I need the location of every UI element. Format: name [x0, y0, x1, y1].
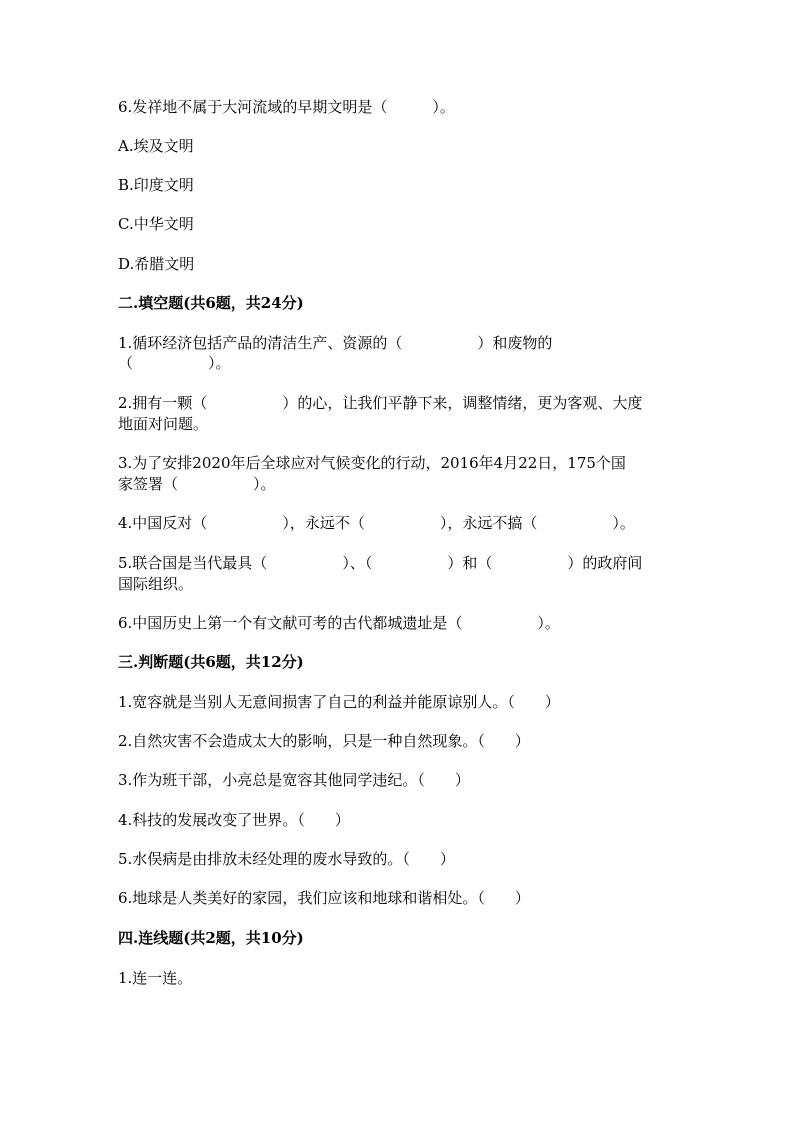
judge-q4: 4.科技的发展改变了世界。（ ） — [118, 811, 350, 829]
fill-q5-line1: 5.联合国是当代最具（ ）、（ ）和（ ）的政府间 — [118, 554, 643, 572]
match-q1: 1.连一连。 — [118, 969, 193, 987]
fill-q5-line2: 国际组织。 — [118, 575, 194, 593]
option-c: C.中华文明 — [118, 215, 194, 233]
judge-q6: 6.地球是人类美好的家园，我们应该和地球和谐相处。（ ） — [118, 889, 530, 907]
judge-q3: 3.作为班干部，小亮总是宽容其他同学违纪。（ ） — [118, 771, 470, 789]
section-3-heading: 三.判断题(共6题，共12分) — [118, 653, 304, 671]
fill-q4: 4.中国反对（ ），永远不（ ），永远不搞（ ）。 — [118, 514, 635, 532]
judge-q1: 1.宽容就是当别人无意间损害了自己的利益并能原谅别人。（ ） — [118, 693, 560, 711]
fill-q3-line1: 3.为了安排2020年后全球应对气候变化的行动，2016年4月22日，175个国 — [118, 454, 626, 472]
fill-q2-line2: 地面对问题。 — [118, 415, 209, 433]
option-b: B.印度文明 — [118, 176, 194, 194]
fill-q6: 6.中国历史上第一个有文献可考的古代都城遗址是（ ）。 — [118, 614, 560, 632]
judge-q5: 5.水俣病是由排放未经处理的废水导致的。（ ） — [118, 850, 455, 868]
fill-q1-line1: 1.循环经济包括产品的清洁生产、资源的（ ）和废物的 — [118, 334, 553, 352]
judge-q2: 2.自然灾害不会造成太大的影响，只是一种自然现象。（ ） — [118, 732, 530, 750]
option-a: A.埃及文明 — [118, 137, 194, 155]
fill-q1-line2: （ ）。 — [118, 354, 231, 372]
option-d: D.希腊文明 — [118, 255, 195, 273]
fill-q2-line1: 2.拥有一颗（ ）的心，让我们平静下来，调整情绪，更为客观、大度 — [118, 394, 643, 412]
section-4-heading: 四.连线题(共2题，共10分) — [118, 929, 304, 947]
question-6-stem: 6.发祥地不属于大河流域的早期文明是（ ）。 — [118, 98, 455, 116]
section-2-heading: 二.填空题(共6题，共24分) — [118, 294, 304, 312]
fill-q3-line2: 家签署（ ）。 — [118, 475, 276, 493]
